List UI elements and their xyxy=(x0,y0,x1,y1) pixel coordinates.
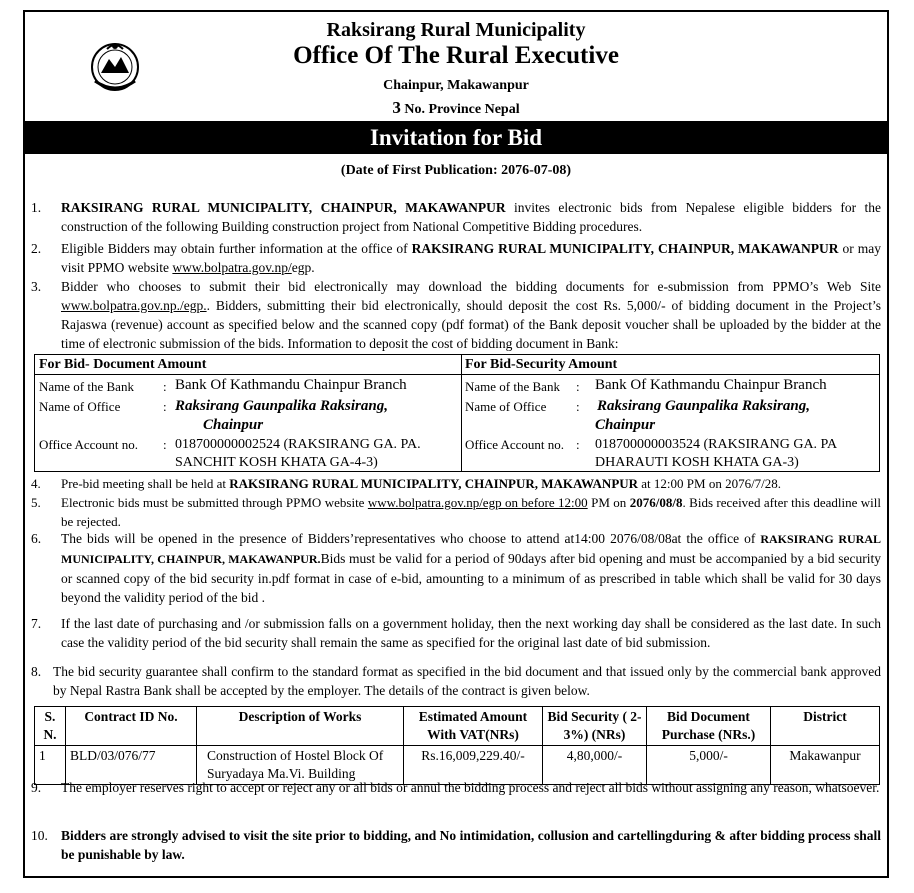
table-row: 1 BLD/03/076/77 Construction of Hostel Block Of Suryadaya Ma.Vi. Building Rs.16,009,229.40/- 4,80,000/- 5,000/- Makawanpur xyxy=(35,746,880,785)
clause-5: 5. Electronic bids must be submitted through PPMO website www.bolpatra.gov.np/egp on before 12:00 PM on 2076/08/8. Bids received after this deadline will be rejected. xyxy=(31,495,881,529)
clause-2: 2. Eligible Bidders may obtain further information at the office of RAKSIRANG RURAL MUNICIPALITY, CHAINPUR, MAKAWANPUR or may visit PPMO website www.bolpatra.gov.np/egp. xyxy=(31,241,881,275)
clause-1: 1. RAKSIRANG RURAL MUNICIPALITY, CHAINPUR, MAKAWANPUR invites electronic bids from Nepalese eligible bidders for the construction of the following Building construction project from National Competitive Bidding procedures. xyxy=(31,200,881,234)
contract-table xyxy=(34,706,880,785)
clause-10: 10. Bidders are strongly advised to visit the site prior to bidding, and No intimidation, collusion and cartellingduring & after bidding process shall be punishable by law. xyxy=(31,828,881,862)
bank-account-table xyxy=(34,354,880,472)
clause-7: 7. If the last date of purchasing and /or submission falls on a government holiday, then the next working day shall be considered as the last date. In such case the validity period of the bid security shall remain the same as specified for the original last date of bid submission. xyxy=(31,616,881,650)
bid-document-account: For Bid- Document Amount Name of the Bank : Bank Of Kathmandu Chainpur Branch Name of Office : Raksirang Gaunpalika Raksirang, Chainpur Office Account no. : 018700000002524 (RAKSIRANG GA. PA. SANCHIT KOSH KHATA GA-4-3) xyxy=(35,355,462,471)
ppmo-link[interactable]: www.bolpatra.gov.np/ xyxy=(172,260,292,275)
ppmo-submission-link[interactable]: www.bolpatra.gov.np/egp on before 12:00 xyxy=(367,495,588,510)
clause-8: 8. The bid security guarantee shall confirm to the standard format as specified in the bid document and that issued only by the commercial bank approved by Nepal Rastra Bank shall be accepted by the employer. The details of the contract is given below. xyxy=(31,664,881,698)
bid-security-account: For Bid-Security Amount Name of the Bank : Bank Of Kathmandu Chainpur Branch Name of Office : Raksirang Gaunpalika Raksirang, Chainpur Office Account no. : 018700000003524 (RAKSIRANG GA. PA DHARAUTI KOSH KHATA GA-3) xyxy=(461,355,879,471)
clause-4: 4. Pre-bid meeting shall be held at RAKSIRANG RURAL MUNICIPALITY, CHAINPUR, MAKAWANPUR at 12:00 PM on 2076/7/28. xyxy=(31,476,782,491)
office-location: Chainpur, Makawanpur xyxy=(383,78,529,93)
office-name: Office Of The Rural Executive xyxy=(293,42,619,69)
clause-6: 6. The bids will be opened in the presence of Bidders’representatives who choose to attend at14:00 2076/08/08at the office of RAKSIRANG RURAL MUNICIPALITY, CHAINPUR, MAKAWANPUR.Bids must be valid for a period of 90days after bid opening and must be accompanied by a bid security or scanned copy of the bid security in.pdf format in case of e-bid, amounting to a minimum of as prescribed in table which shall be valid for 30 days beyond the validity period of the bid . xyxy=(31,531,881,605)
clause-9: 9. The employer reserves right to accept or reject any or all bids or annul the bidding process and reject all bids without assigning any reason, whatsoever. xyxy=(31,780,880,795)
table-header-row: S. N. Contract ID No. Description of Works Estimated Amount With VAT(NRs) Bid Security ( 2-3%) (NRs) Bid Document Purchase (NRs.) District xyxy=(35,707,880,746)
municipality-name: Raksirang Rural Municipality xyxy=(326,19,586,41)
province-line: 3 No. Province Nepal xyxy=(392,98,520,117)
ppmo-egp-link[interactable]: www.bolpatra.gov.np./egp. xyxy=(61,298,207,313)
publication-date: (Date of First Publication: 2076-07-08) xyxy=(340,163,572,178)
clause-3: 3. Bidder who chooses to submit their bid electronically may download the bidding documents for e-submission from PPMO’s Web Site www.bolpatra.gov.np./egp.. Bidders, submitting their bid electronically, should deposit the cost Rs. 5,000/- of bidding document in the Project’s Rajaswa (revenue) account as specified below and the scanned copy (pdf format) of the Bank deposit voucher shall be uploaded by the bidder at the time of electronic submission of the bids. Information to deposit the cost of bidding document in Bank: xyxy=(31,279,881,351)
notice-page xyxy=(23,10,889,878)
page-title: Invitation for Bid xyxy=(23,121,889,154)
